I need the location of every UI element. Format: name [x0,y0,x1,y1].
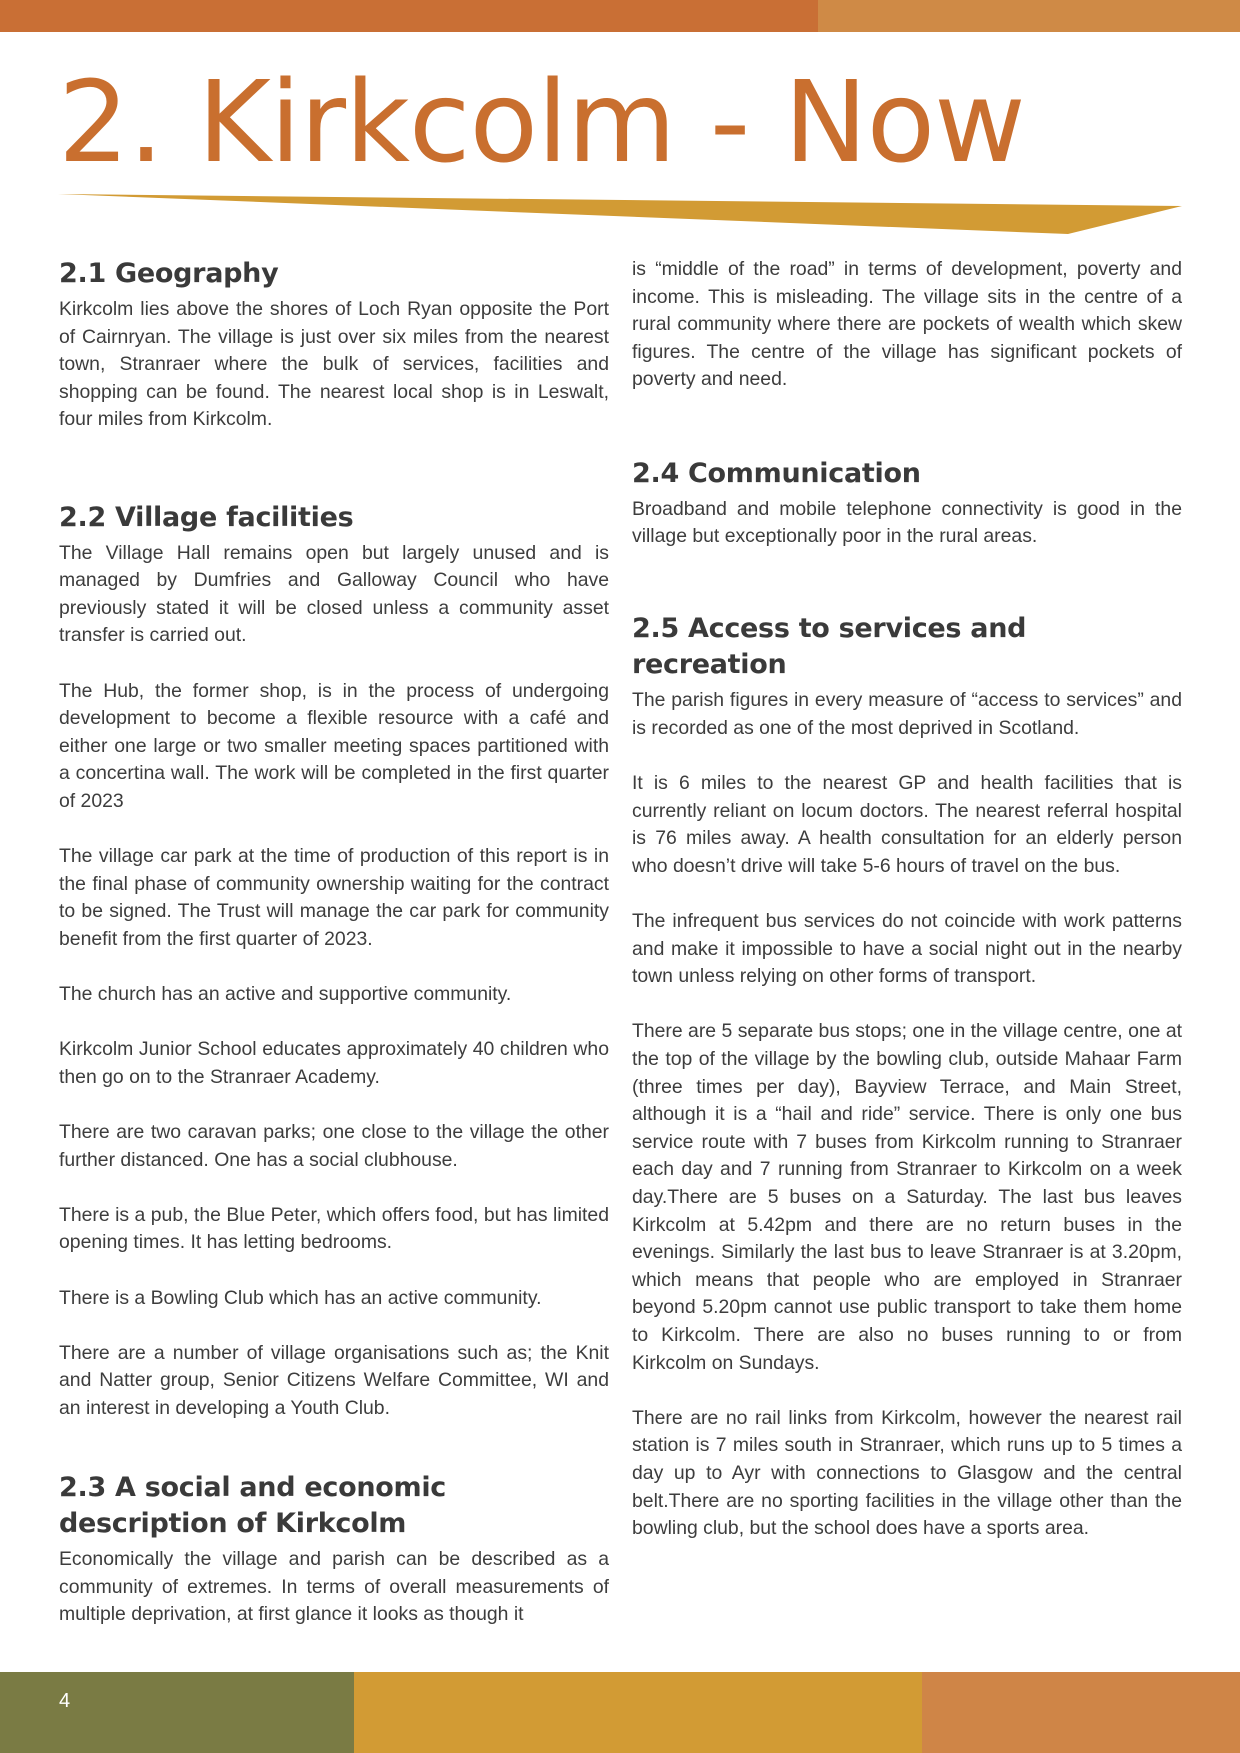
health-paragraph: It is 6 miles to the nearest GP and health facilities that is currently reliant on locum doctors. The nearest referral hospital is 76 miles away. A health consultation for an elderly person who doesn’t drive will take 5-6 hours of travel on the bus. [632,772,1182,877]
footer-segment-gold [354,1672,922,1753]
bus-services-paragraph: The infrequent bus services do not coincide with work patterns and make it impossible to have a social night out in the nearby town unless relying on other forms of transport. [632,910,1182,988]
church-paragraph: The church has an active and supportive community. [59,983,512,1006]
footer-color-bar [0,1672,1240,1753]
top-color-bar [0,0,1240,32]
economic-paragraph-part2: is “middle of the road” in terms of development, poverty and income. This is misleading. The village sits in the centre of a rural community where there are pockets of wealth which skew figures. The centre of the village has significant pockets of poverty and need. [632,258,1182,391]
caravan-parks-paragraph: There are two caravan parks; one close to the village the other further distanced. One has a social clubhouse. [59,1121,609,1171]
heading-access: 2.5 Access to services and recreation [632,613,1027,681]
heading-geography: 2.1 Geography [59,258,279,289]
heading-village-facilities: 2.2 Village facilities [59,501,354,533]
hub-paragraph: The Hub, the former shop, is in the process of undergoing development to become a flexible resource with a café and either one large or two smaller meeting spaces partitioned with a concertina wall. The work will be completed in the first quarter of 2023 [59,679,609,812]
page-number: 4 [59,1690,71,1712]
rail-paragraph: There are no rail links from Kirkcolm, however the nearest rail station is 7 miles south in Stranraer, which runs up to 5 times a day up to Ayr with connections to Glasgow and the central belt.There are no sporting facilities in the village other than the bowling club, but the school does have a sports area. [632,1406,1182,1540]
right-column [632,256,1182,1570]
access-services-paragraph: The parish figures in every measure of “access to services” and is recorded as one of the most deprived in Scotland. [632,689,1182,739]
bowling-club-paragraph: There is a Bowling Club which has an active community. [59,1286,542,1309]
bus-stops-paragraph: There are 5 separate bus stops; one in the village centre, one at the top of the village by the bowling club, outside Mahaar Farm (three times per day), Bayview Terrace, and Main Street, although it is a “hail and ride” service. There is only one bus service route with 7 buses from Kirkcolm running to Stranraer each day and 7 running from Stranraer to Kirkcolm on a week day.There are 5 buses on a Saturday. The last bus leaves Kirkcolm at 5.42pm and there are no return buses in the evenings. Similarly the last bus to leave Stranraer is at 3.20pm, which means that people who are employed in Stranraer beyond 5.20pm cannot use public transport to take them home to Kirkcolm. There are also no buses running to or from Kirkcolm on Sundays. [632,1020,1182,1374]
village-hall-paragraph: The Village Hall remains open but largely unused and is managed by Dumfries and Galloway Council who have previously stated it will be closed unless a community asset transfer is carried out. [59,541,609,647]
heading-communication: 2.4 Communication [632,457,921,489]
page-title: 2. Kirkcolm - Now [58,58,1025,188]
geography-paragraph: Kirkcolm lies above the shores of Loch Ryan opposite the Port of Cairnryan. The village is just over six miles from the nearest town, Stranraer where the bulk of services, facilities and shopping can be found. The nearest local shop is in Leswalt, four miles from Kirkcolm. [59,298,609,431]
organisations-paragraph: There are a number of village organisations such as; the Knit and Natter group, Senior Citizens Welfare Committee, WI and an interest in developing a Youth Club. [59,1341,609,1419]
top-bar-segment-light-orange [818,0,1240,32]
swoosh-shape [58,194,1182,234]
heading-social-economic: 2.3 A social and economic description of Kirkcolm [59,1472,446,1540]
pub-paragraph: There is a pub, the Blue Peter, which offers food, but has limited opening times. It has letting bedrooms. [59,1203,609,1254]
car-park-paragraph: The village car park at the time of production of this report is in the final phase of community ownership waiting for the contract to be signed. The Trust will manage the car park for community benefit from the first quarter of 2023. [59,845,609,950]
economic-paragraph-part1: Economically the village and parish can be described as a community of extremes. In terms of overall measurements of multiple deprivation, at first glance it looks as though it [59,1548,609,1626]
footer-segment-orange [922,1672,1240,1753]
title-underline-swoosh [58,192,1182,234]
communication-paragraph: Broadband and mobile telephone connectivity is good in the village but exceptionally poor in the rural areas. [632,497,1182,548]
school-paragraph: Kirkcolm Junior School educates approximately 40 children who then go on to the Stranraer Academy. [59,1038,609,1088]
footer-segment-olive [0,1672,354,1753]
top-bar-segment-orange [0,0,818,32]
left-column [59,256,609,1629]
